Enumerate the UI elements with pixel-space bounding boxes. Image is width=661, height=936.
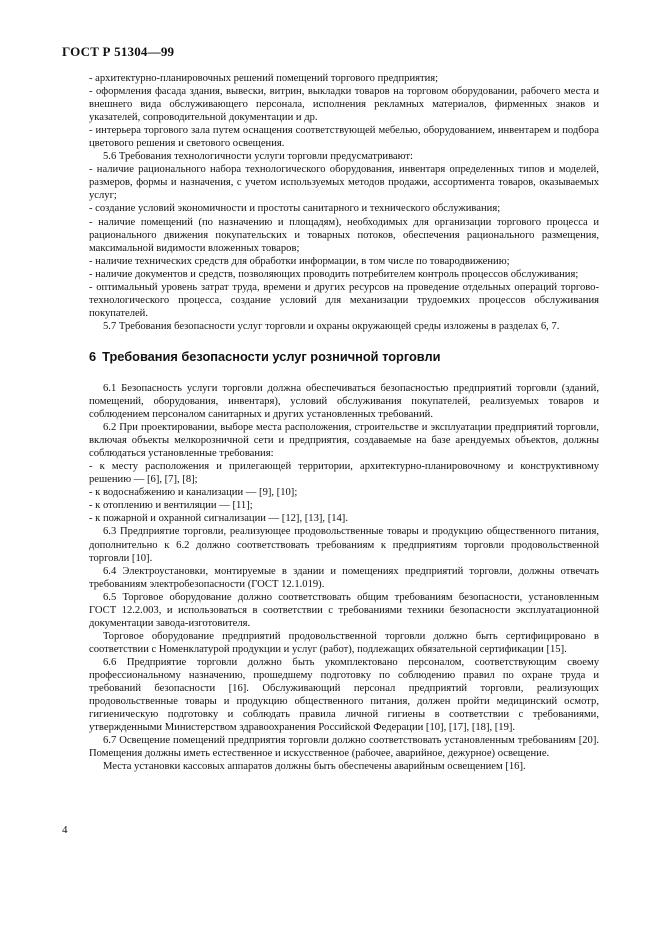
- list-item: - наличие технических средств для обработки информации, в том числе по товародвижению;: [89, 255, 510, 267]
- paragraph: 6.2 При проектировании, выборе места расположения, строительстве и эксплуатации предприятий торговли, включая объекты мелкорозничной сети и предприятия, создаваемые на базе арендуемых объектов, должны соблюдаться установленные требования:: [89, 422, 599, 460]
- paragraph: 6.6 Предприятие торговли должно быть укомплектовано персоналом, соответствующим своему профессиональному назначению, прошедшему подготовку по соблюдению правил по охране труда и требований безопасности [16]. Обслуживающий персонал предприятий торговли, реализующих продовольственные товары и продукцию общественного питания, должен пройти медицинский осмотр, гигиеническую подготовку и соблюдать правила личной гигиены в соответствии с требованиями, утвержденными Министерством здравоохранения Российской Федерации [10], [17], [18], [19].: [89, 656, 599, 734]
- list-item: - наличие рационального набора технологического оборудования, инвентаря определенных типов и моделей, размеров, формы и назначения, с учетом используемых методов продажи, ассортимента товаров, оказываемых услуг;: [89, 164, 599, 202]
- paragraph: Торговое оборудование предприятий продовольственной торговли должно быть сертифицировано в соответствии с Номенклатурой продукции и услуг (работ), подлежащих обязательной сертификации [15].: [89, 630, 599, 655]
- list-item: - наличие документов и средств, позволяющих проводить потребителем контроль процессов обслуживания;: [89, 268, 579, 280]
- list-item: - наличие помещений (по назначению и площадям), необходимых для организации торгового процесса и рационального движения покупательских и товарных потоков, обеспечения рационального размещения, максимальной видимости вложенных товаров;: [89, 216, 599, 254]
- list-item: - к водоснабжению и канализации — [9], [10];: [89, 487, 298, 499]
- list-item: - к месту расположения и прилегающей территории, архитектурно-планировочному и конструктивному решению — [6], [7], [8];: [89, 461, 599, 486]
- list-item: - оптимальный уровень затрат труда, времени и других ресурсов на проведение отдельных операций торгово-технологического процесса, создание условий для механизации трудоемких процессов обслуживания покупателей.: [89, 281, 599, 319]
- list-item: - оформления фасада здания, вывески, витрин, выкладки товаров на торговом оборудовании, рабочего места и внешнего вида обслуживающего персонала, исполнения рекламных материалов, фирменных знаков и указателей, сопроводительной документации и др.: [89, 86, 599, 124]
- document-header: ГОСТ Р 51304—99: [62, 44, 175, 59]
- section-title-text: Требования безопасности услуг розничной торговли: [102, 348, 441, 364]
- list-item: - к пожарной и охранной сигнализации — [12], [13], [14].: [89, 513, 348, 525]
- paragraph: 6.4 Электроустановки, монтируемые в здании и помещениях предприятий торговли, должны отвечать требованиям электробезопасности (ГОСТ 12.1.019).: [89, 565, 599, 590]
- paragraph: 6.1 Безопасность услуги торговли должна обеспечиваться безопасностью предприятий торговли (зданий, помещений, оборудования, инвентаря), условий обслуживания покупателей, реализуемых товаров и соблюдением персоналом санитарных и других установленных требований.: [89, 382, 599, 421]
- paragraph: 6.7 Освещение помещений предприятия торговли должно соответствовать установленным требованиям [20]. Помещения должны иметь естественное и искусственное (рабочее, аварийное, дежурное) освещение.: [89, 735, 599, 760]
- list-item: - интерьера торгового зала путем оснащения соответствующей мебелью, оборудованием, инвентарем и подбора цветового решения и светового освещения.: [89, 125, 599, 150]
- paragraph: 6.5 Торговое оборудование должно соответствовать общим требованиям безопасности, установленным ГОСТ 12.2.003, и использоваться в соответствии с требованиями техники безопасности эксплуатационной документации завода-изготовителя.: [89, 591, 599, 629]
- paragraph: Места установки кассовых аппаратов должны быть обеспечены аварийным освещением [16].: [103, 761, 526, 773]
- paragraph: 6.3 Предприятие торговли, реализующее продовольственные товары и продукцию общественного питания, дополнительно к 6.2 должно соответствовать требованиям к предприятиям торговли продовольственной торговли [10].: [89, 526, 599, 564]
- page-number: 4: [62, 824, 68, 836]
- section-heading: [89, 349, 599, 365]
- list-item: - создание условий экономичности и простоты санитарного и технического обслуживания;: [89, 203, 501, 215]
- list-item: - архитектурно-планировочных решений помещений торгового предприятия;: [89, 73, 439, 84]
- document-body: [89, 72, 599, 773]
- list-item: - к отоплению и вентиляции — [11];: [89, 500, 253, 512]
- paragraph: 5.7 Требования безопасности услуг торговли и охраны окружающей среды изложены в разделах 6, 7.: [103, 320, 560, 332]
- section-number: 6: [89, 348, 97, 364]
- paragraph: 5.6 Требования технологичности услуги торговли предусматривают:: [103, 151, 413, 163]
